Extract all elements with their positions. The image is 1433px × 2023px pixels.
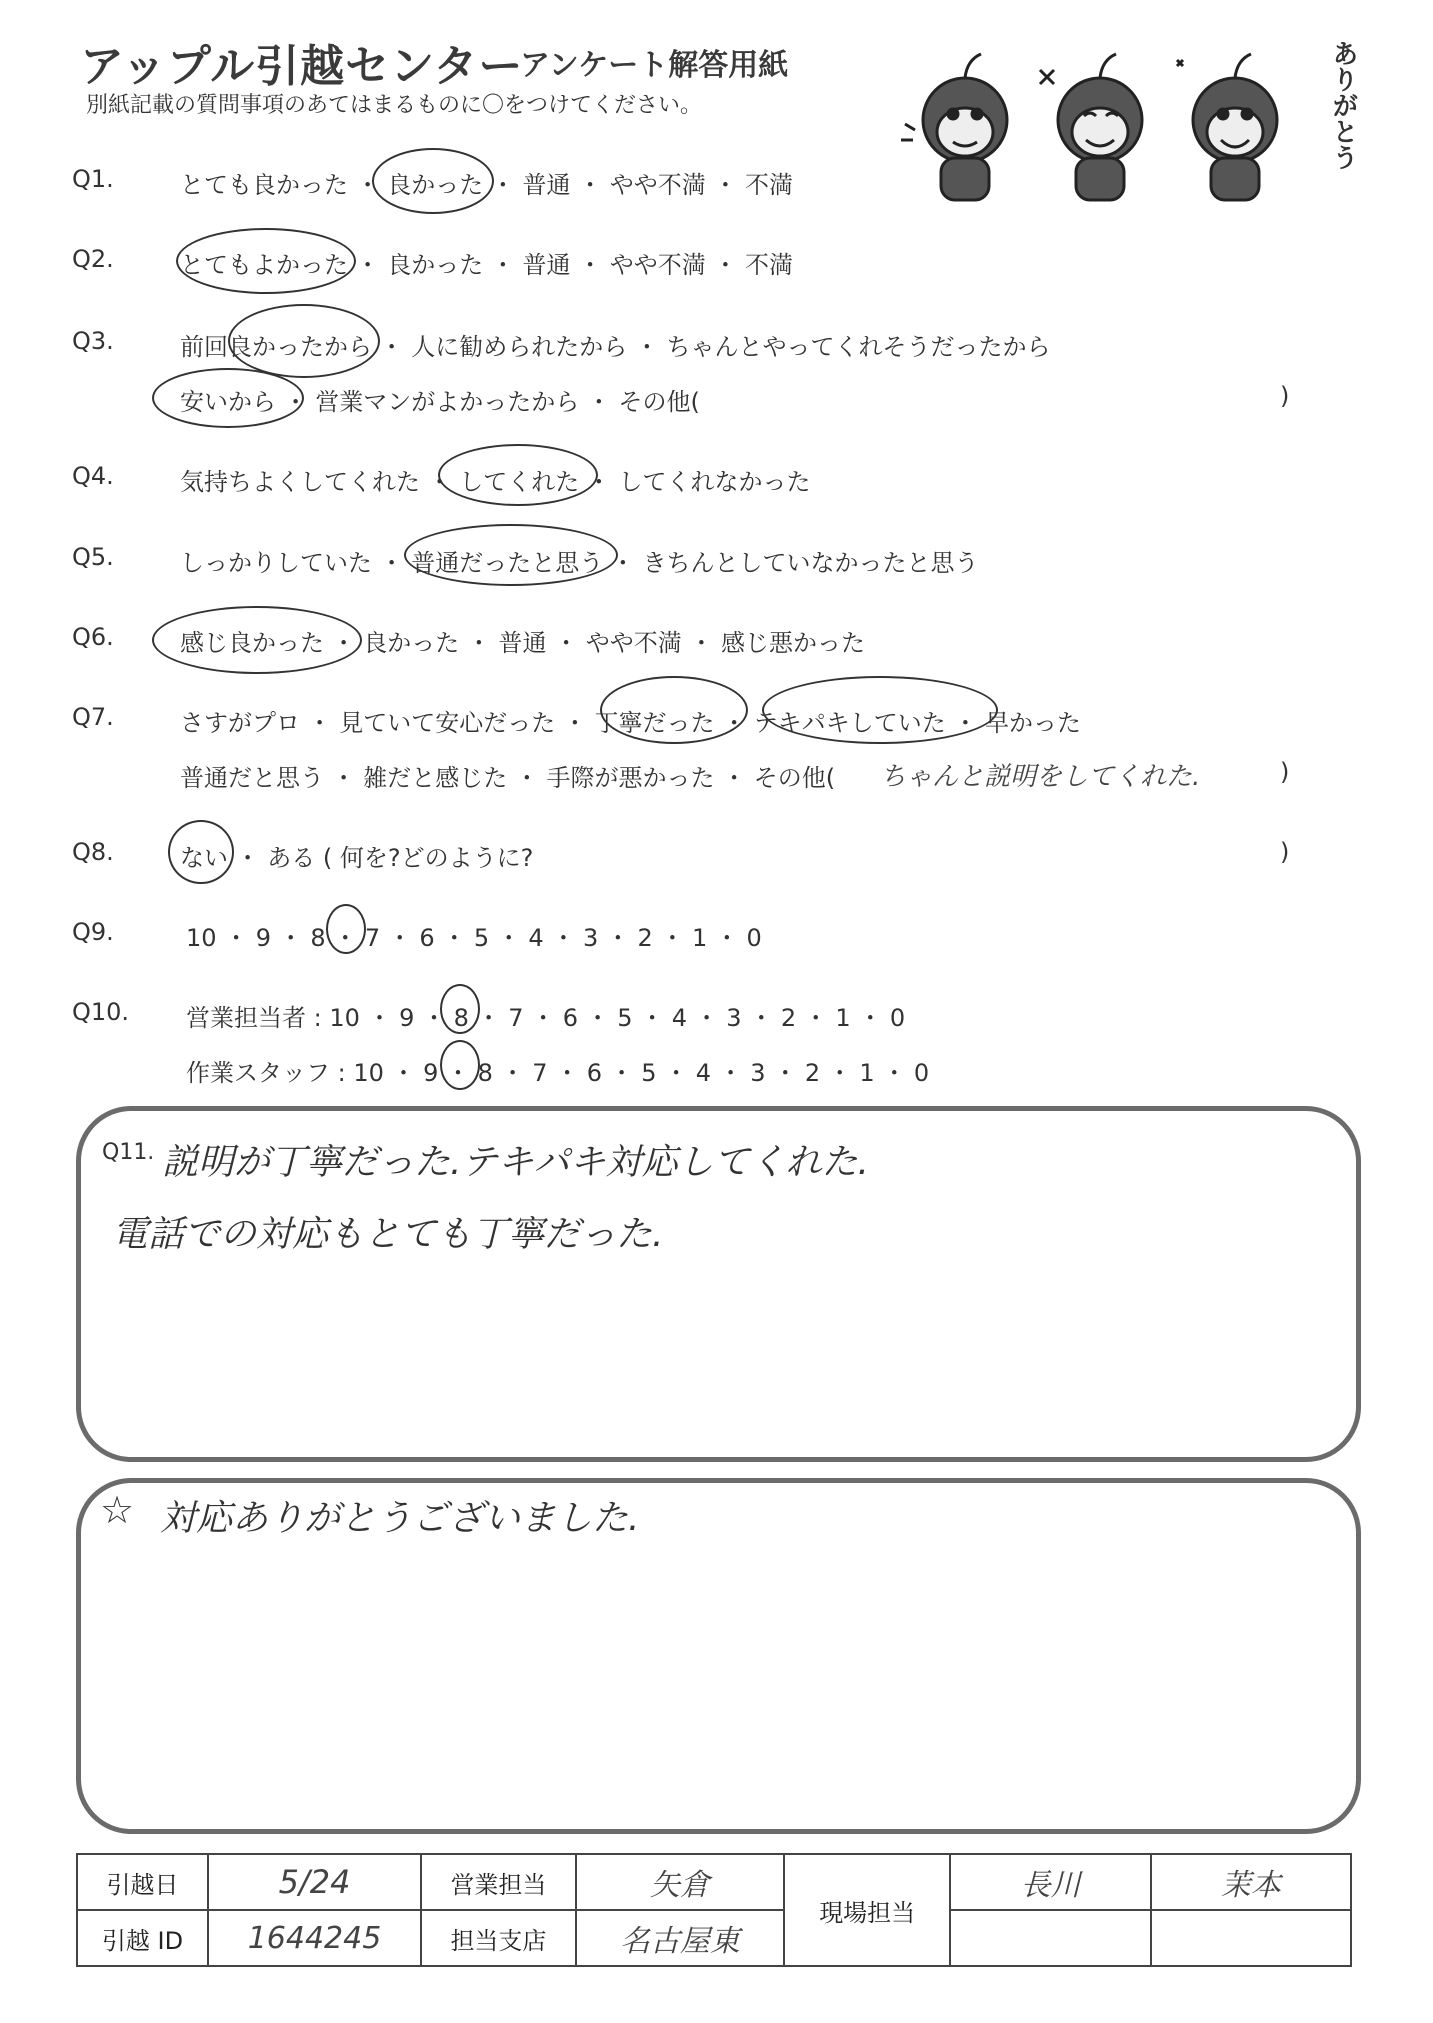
q2-label: Q2. <box>72 245 114 273</box>
info-table <box>76 1853 1352 1967</box>
move-date-label: 引越日 <box>77 1854 208 1910</box>
q1-options: とても良かった ・ 良かった ・ 普通 ・ やや不満 ・ 不満 <box>180 171 794 199</box>
q6-options: 感じ良かった ・ 良かった ・ 普通 ・ やや不満 ・ 感じ悪かった <box>180 629 866 657</box>
q9-label: Q9. <box>72 918 114 946</box>
site-empty-1 <box>950 1910 1150 1966</box>
sales-name-text: 矢倉 <box>649 1868 710 1903</box>
q9-answer-circle <box>326 904 366 954</box>
q2-answer-circle <box>176 228 356 294</box>
site-empty-2 <box>1151 1910 1351 1966</box>
q8-label: Q8. <box>72 838 114 866</box>
form-title: アップル引越センター <box>80 41 524 92</box>
mascot-text: ありがとう <box>1328 40 1358 170</box>
branch-label: 担当支店 <box>421 1910 576 1966</box>
site-name-1-text: 長川 <box>1020 1868 1081 1903</box>
q11-answer-line1: 説明が丁寧だった.テキパキ対応してくれた. <box>162 1142 869 1183</box>
form-subtitle: アンケート解答用紙 <box>520 48 789 83</box>
q10-staff-answer-circle <box>440 1040 480 1090</box>
q3-label: Q3. <box>72 327 114 355</box>
q7-handwritten-other: ちゃんと説明をしてくれた. <box>880 762 1201 792</box>
site-name-1 <box>950 1854 1150 1910</box>
q8-answer-circle <box>168 820 234 884</box>
q10-sales-answer-circle <box>440 984 480 1034</box>
branch-value <box>576 1910 784 1966</box>
q5-label: Q5. <box>72 543 114 571</box>
monkey-mascot-icon <box>895 40 1315 210</box>
q4-answer-circle <box>438 444 598 506</box>
q3-answer-circle-1 <box>228 304 380 378</box>
move-date-value <box>208 1854 421 1910</box>
move-id-label: 引越 ID <box>77 1910 208 1966</box>
q8-options: ない ・ ある ( 何を?どのように? <box>180 844 534 872</box>
q11-label: Q11. <box>102 1140 155 1165</box>
q6-answer-circle <box>152 606 362 674</box>
q9-options: 10 ・ 9 ・ 8 ・ 7 ・ 6 ・ 5 ・ 4 ・ 3 ・ 2 ・ 1 ・ 0 <box>186 924 762 952</box>
q8-close-paren: ) <box>1280 838 1290 866</box>
q10-staff-options: 作業スタッフ : 10 ・ 9 ・ 8 ・ 7 ・ 6 ・ 5 ・ 4 ・ 3 ・ 2 ・ 1 ・ 0 <box>186 1059 930 1087</box>
q2-options: とてもよかった ・ 良かった ・ 普通 ・ やや不満 ・ 不満 <box>180 251 794 279</box>
q5-answer-circle <box>404 524 618 586</box>
q7-options-2: 普通だと思う ・ 雑だと感じた ・ 手際が悪かった ・ その他( <box>180 764 836 792</box>
move-date-text: 5/24 <box>278 1863 351 1901</box>
q10-label: Q10. <box>72 998 130 1026</box>
site-name-2-text: 茉本 <box>1220 1868 1281 1903</box>
q3-answer-circle-2 <box>152 368 304 428</box>
site-name-2 <box>1151 1854 1351 1910</box>
site-label: 現場担当 <box>784 1854 951 1966</box>
q11-answer-line2: 電話での対応もとても丁寧だった. <box>112 1214 664 1255</box>
branch-text: 名古屋東 <box>619 1924 740 1959</box>
q6-label: Q6. <box>72 623 114 651</box>
comment-text: 対応ありがとうございました. <box>160 1498 640 1539</box>
move-id-value <box>208 1910 421 1966</box>
sales-name <box>576 1854 784 1910</box>
q3-close-paren: ) <box>1280 382 1290 410</box>
q1-label: Q1. <box>72 165 114 193</box>
q4-options: 気持ちよくしてくれた ・ してくれた ・ してくれなかった <box>180 468 811 496</box>
star-icon: ☆ <box>100 1488 135 1532</box>
move-id-text: 1644245 <box>247 1920 382 1956</box>
q7-options-1: さすがプロ ・ 見ていて安心だった ・ 丁寧だった ・ テキパキしていた ・ 早かった <box>180 709 1082 737</box>
sales-label: 営業担当 <box>421 1854 576 1910</box>
q7-close-paren: ) <box>1280 758 1290 786</box>
q7-answer-circle-2 <box>762 676 998 744</box>
q7-answer-circle-1 <box>600 676 748 744</box>
q4-label: Q4. <box>72 462 114 490</box>
q10-sales-options: 営業担当者 : 10 ・ 9 ・ 8 ・ 7 ・ 6 ・ 5 ・ 4 ・ 3 ・ 2 ・ 1 ・ 0 <box>186 1004 906 1032</box>
q5-options: しっかりしていた ・ 普通だったと思う ・ きちんとしていなかったと思う <box>180 549 979 577</box>
q1-answer-circle <box>372 148 494 214</box>
instruction-text: 別紙記載の質問事項のあてはまるものに〇をつけてください。 <box>86 93 703 118</box>
q7-label: Q7. <box>72 703 114 731</box>
q3-options-2: 安いから ・ 営業マンがよかったから ・ その他( <box>180 388 700 416</box>
q3-options-1: 前回良かったから ・ 人に勧められたから ・ ちゃんとやってくれそうだったから <box>180 333 1051 361</box>
